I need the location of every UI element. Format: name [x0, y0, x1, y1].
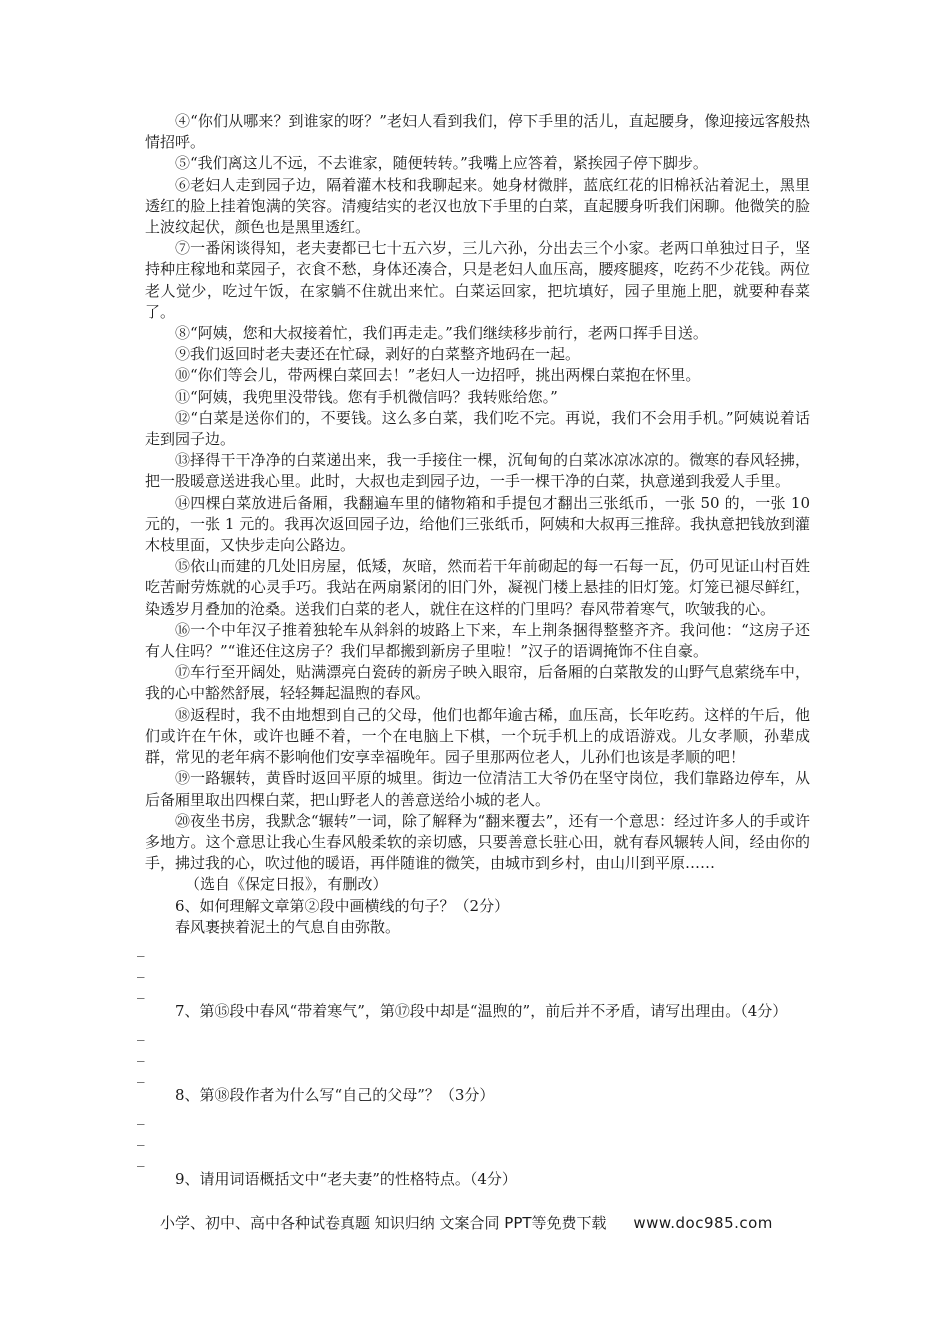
- paragraph-12: ⑫“白菜是送你们的，不要钱。这么多白菜，我们吃不完。再说，我们不会用手机。”阿姨说着话走到园子边。: [145, 408, 810, 449]
- answer-blanks-q7[interactable]: [137, 1022, 810, 1085]
- footer-url-link[interactable]: www.doc985.com: [633, 1214, 773, 1232]
- paragraph-5: ⑤“我们离这儿不远，不去谁家，随便转转。”我嘴上应答着，紧挨园子停下脚步。: [175, 154, 708, 173]
- question-7: 7、第⑮段中春风“带着寒气”，第⑰段中却是“温煦的”，前后并不矛盾，请写出理由。（4分）: [175, 1001, 788, 1020]
- question-9: 9、请用词语概括文中“老夫妻”的性格特点。（4分）: [175, 1170, 517, 1189]
- question-6-quote: 春风裹挟着泥土的气息自由弥散。: [175, 917, 401, 936]
- question-8: 8、第⑱段作者为什么写“自己的父母”？（3分）: [175, 1086, 495, 1105]
- answer-blank[interactable]: _: [137, 1044, 145, 1063]
- paragraph-17: ⑰车行至开阔处，贴满漂亮白瓷砖的新房子映入眼帘，后备厢的白菜散发的山野气息萦绕车中，我的心中豁然舒展，轻轻舞起温煦的春风。: [145, 663, 810, 703]
- paragraph-6: ⑥老妇人走到园子边，隔着灌木枝和我聊起来。她身材微胖，蓝底红花的旧棉袄沾着泥土，黑里透红的脸上挂着饱满的笑容。清瘦结实的老汉也放下手里的白菜，直起腰身听我们闲聊。他微笑的脸上波纹起伏，颜色也是黑里透红。: [145, 175, 810, 237]
- answer-blanks-q8[interactable]: [137, 1106, 810, 1169]
- paragraph-11: ⑪“阿姨，我兜里没带钱。您有手机微信吗？我转账给您。”: [175, 387, 558, 406]
- source-note: （选自《保定日报》，有删改）: [185, 875, 388, 894]
- paragraph-19: ⑲一路辗转，黄昏时返回平原的城里。街边一位清洁工大爷仍在坚守岗位，我们靠路边停车，从后备厢里取出四棵白菜，把山野老人的善意送给小城的老人。: [145, 769, 810, 809]
- answer-blank[interactable]: _: [137, 1128, 145, 1147]
- document-body: [137, 111, 810, 1191]
- paragraph-20: ⑳夜坐书房，我默念“辗转”一词，除了解释为“翻来覆去”，还有一个意思：经过许多人的手或许多地方。这个意思让我心生春风般柔软的亲切感，只要善意长驻心田，就有春风辗转人间，经由你的手，拂过我的心，吹过他的暖语，再伴随谁的微笑，由城市到乡村，由山川到平原……: [145, 811, 810, 873]
- answer-blank[interactable]: _: [137, 938, 145, 957]
- answer-blanks-q6[interactable]: [137, 938, 810, 1001]
- paragraph-8: ⑧“阿姨，您和大叔接着忙，我们再走走。”我们继续移步前行，老两口挥手目送。: [175, 324, 708, 343]
- answer-blank[interactable]: _: [137, 1107, 145, 1126]
- paragraph-14: ⑭四棵白菜放进后备厢，我翻遍车里的储物箱和手提包才翻出三张纸币，一张 50 的，一张 10 元的，一张 1 元的。我再次返回园子边，给他们三张纸币，阿姨和大叔再三推辞。我执意把钱放到灌木枝里面，又快步走向公路边。: [145, 493, 810, 555]
- answer-blank[interactable]: _: [137, 980, 145, 999]
- answer-blank[interactable]: _: [137, 1023, 145, 1042]
- paragraph-16: ⑯一个中年汉子推着独轮车从斜斜的坡路上下来，车上荆条捆得整整齐齐。我问他：“这房子还有人住吗？”“谁还住这房子？我们早都搬到新房子里啦！”汉子的语调掩饰不住自豪。: [145, 620, 810, 661]
- paragraph-7: ⑦一番闲谈得知，老夫妻都已七十五六岁，三儿六孙，分出去三个小家。老两口单独过日子，坚持种庄稼地和菜园子，衣食不愁，身体还凑合，只是老妇人血压高，腰疼腿疼，吃药不少花钱。两位老人觉少，吃过午饭，在家躺不住就出来忙。白菜运回家，把坑填好，园子里施上肥，就要种春菜了。: [145, 239, 810, 321]
- answer-blank[interactable]: _: [137, 959, 145, 978]
- page-footer: [160, 1212, 800, 1233]
- paragraph-18: ⑱返程时，我不由地想到自己的父母，他们也都年逾古稀，血压高，长年吃药。这样的午后，他们或许在午休，或许也睡不着，一个在电脑上下棋，一个玩手机上的成语游戏。儿女孝顺，孙辈成群，常见的老年病不影响他们安享幸福晚年。园子里那两位老人，儿孙们也该是孝顺的吧！: [145, 705, 810, 767]
- footer-text: 小学、初中、高中各种试卷真题 知识归纳 文案合同 PPT等免费下载: [160, 1214, 607, 1232]
- paragraph-4: ④“你们从哪来？到谁家的呀？”老妇人看到我们，停下手里的活儿，直起腰身，像迎接远客般热情招呼。: [145, 112, 810, 152]
- answer-blank[interactable]: _: [137, 1065, 145, 1084]
- paragraph-10: ⑩“你们等会儿，带两棵白菜回去！”老妇人一边招呼，挑出两棵白菜抱在怀里。: [175, 366, 701, 385]
- paragraph-15: ⑮依山而建的几处旧房屋，低矮，灰暗，然而若干年前砌起的每一石每一瓦，仍可见证山村百姓吃苦耐劳炼就的心灵手巧。我站在两扇紧闭的旧门外，凝视门楼上悬挂的旧灯笼。灯笼已褪尽鲜红，染透岁月叠加的沧桑。送我们白菜的老人，就住在这样的门里吗？春风带着寒气，吹皱我的心。: [145, 557, 810, 618]
- paragraph-13: ⑬择得干干净净的白菜递出来，我一手接住一棵，沉甸甸的白菜冰凉冰凉的。微寒的春风轻拂，把一股暖意送进我心里。此时，大叔也走到园子边，一手一棵干净的白菜，执意递到我爱人手里。: [145, 451, 810, 491]
- answer-blank[interactable]: _: [137, 1149, 145, 1168]
- question-6: 6、如何理解文章第②段中画横线的句子？（2分）: [175, 896, 510, 915]
- paragraph-9: ⑨我们返回时老夫妻还在忙碌，剥好的白菜整齐地码在一起。: [175, 345, 581, 364]
